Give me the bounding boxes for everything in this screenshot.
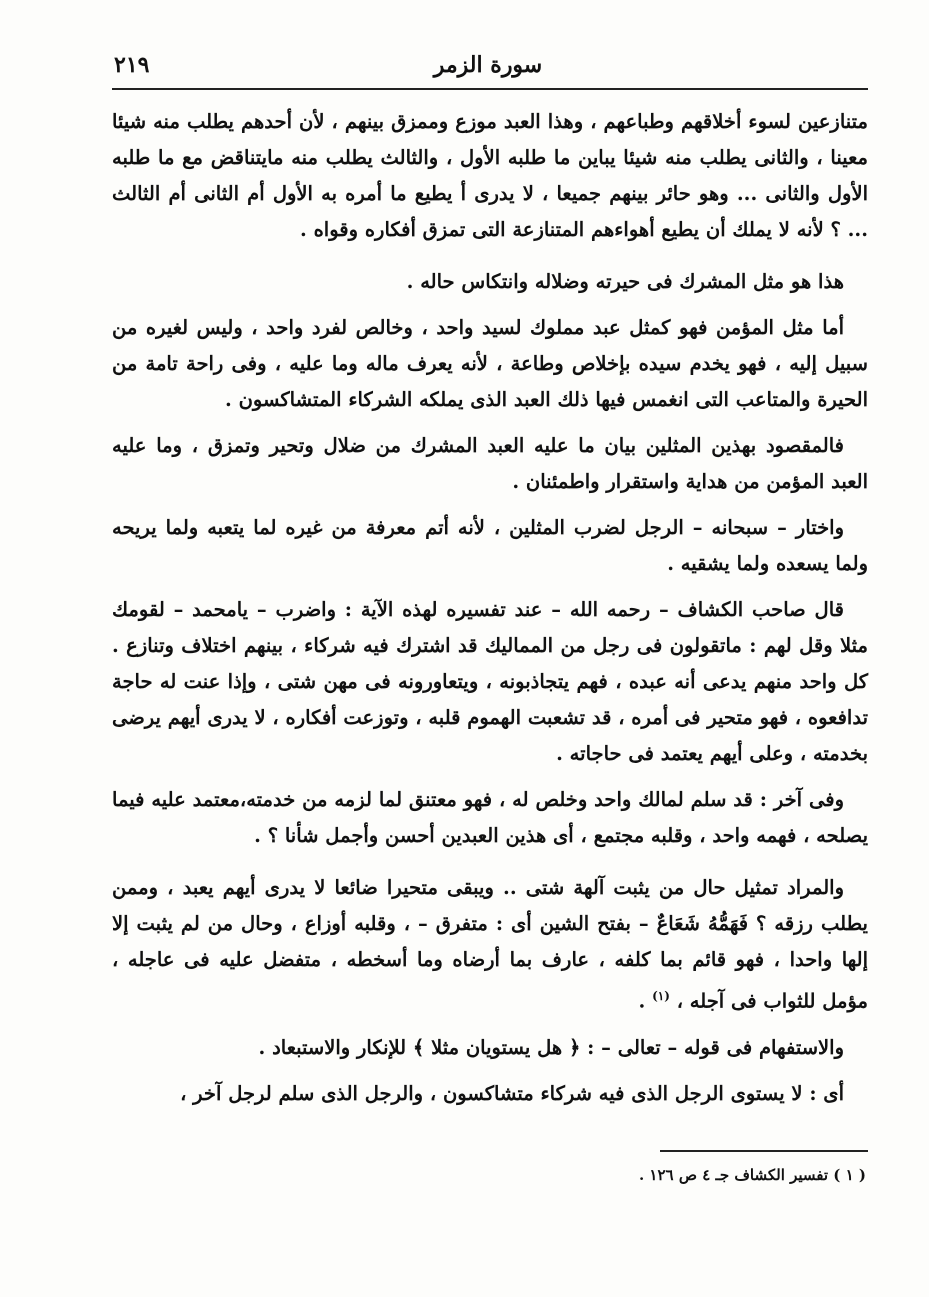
surah-title: سورة الزمر [433, 52, 543, 78]
paragraph-5: واختار – سبحانه – الرجل لضرب المثلين ، لأنه أتم معرفة من غيره لما يتعبه ولما يريحه ولما يسعده ولما يشقيه . [112, 516, 868, 575]
footnote-divider [660, 1150, 868, 1152]
paragraph-10: أى : لا يستوى الرجل الذى فيه شركاء متشاكسون ، والرجل الذى سلم لرجل آخر ، [180, 1081, 844, 1105]
footnote: ( ١ ) تفسير الكشاف جـ ٤ ص ١٢٦ . [638, 1166, 866, 1184]
paragraph-7: وفى آخر : قد سلم لمالك واحد وخلص له ، فهو معتنق لما لزمه من خدمته،معتمد عليه فيما يصلحه ، فهمه واحد ، وقلبه مجتمع ، أى هذين العبدين أحسن وأجمل شأنا ؟ . [112, 788, 868, 847]
paragraph-3: أما مثل المؤمن فهو كمثل عبد مملوك لسيد واحد ، وخالص لفرد واحد ، وليس لغيره من سبيل إليه ، فهو يخدم سيده بإخلاص وطاعة ، لأنه يعرف ماله وما عليه ، وفى راحة تامة من الحيرة والمتاعب التى انغمس فيها ذلك العبد الذى يملكه الشركاء المتشاكسون . [112, 316, 868, 411]
paragraph-8: والمراد تمثيل حال من يثبت آلهة شتى .. ويبقى متحيرا ضائعا لا يدرى أيهم يعبد ، وممن يطلب رزقه ؟ فَهَمُّهُ شَعَاعٌ – بفتح الشين أى : متفرق – ، وقلبه أوزاع ، وحال من لم يثبت إلا إلها واحدا ، فهو قائم بما كلفه ، عارف بما أرضاه وما أسخطه ، متفضل عليه فى عاجله ، مؤمل للثواب فى آجله ، $^{(١)}$ . [112, 876, 868, 1013]
header-divider [112, 88, 868, 90]
footnote-reference: (١) [652, 989, 670, 1003]
paragraph-2: هذا هو مثل المشرك فى حيرته وضلاله وانتكاس حاله . [406, 270, 844, 293]
paragraph-1: متنازعين لسوء أخلاقهم وطباعهم ، وهذا العبد موزع وممزق بينهم ، لأن أحدهم يطلب منه شيئا معينا ، والثانى يطلب منه شيئا يباين ما طلبه الأول ، والثالث يطلب منه مايتناقض مع ما طلبه الأول والثانى ... وهو حائر بينهم جميعا ، لا يدرى أ يطيع ما أمره به الأول أم الثانى أم الثالث ... ؟ لأنه لا يملك أن يطيع أهواءهم المتنازعة التى تمزق أفكاره وقواه . [112, 110, 868, 241]
paragraph-6: قال صاحب الكشاف – رحمه الله – عند تفسيره لهذه الآية : واضرب – يامحمد – لقومك مثلا وقل لهم : ماتقولون فى رجل من المماليك قد اشترك فيه شركاء ، بينهم اختلاف وتنازع . كل واحد منهم يدعى أنه عبده ، فهم يتجاذبونه ، ويتعاورونه فى مهن شتى ، وإذا عنت له حاجة تدافعوه ، فهو متحير فى أمره ، قد تشعبت الهموم قلبه ، وتوزعت أفكاره ، لا يدرى أيهم يرضى بخدمته ، وعلى أيهم يعتمد فى حاجاته . [111, 598, 868, 765]
paragraph-9: والاستفهام فى قوله – تعالى – : ﴿ هل يستويان مثلا ﴾ للإنكار والاستبعاد . [258, 1035, 844, 1059]
body-text [112, 104, 868, 1122]
page-header [110, 52, 866, 86]
page-number: ٢١٩ [114, 52, 150, 78]
paragraph-8-text: والمراد تمثيل حال من يثبت آلهة شتى .. ويبقى متحيرا ضائعا لا يدرى أيهم يعبد ، وممن يطلب رزقه ؟ فَهَمُّهُ شَعَاعٌ – بفتح الشين أى : متفرق – ، وقلبه أوزاع ، وحال من لم يثبت إلا إلها واحدا ، فهو قائم بما كلفه ، عارف بما أرضاه وما أسخطه ، متفضل عليه فى عاجله ، مؤمل للثواب فى آجله ، [112, 876, 868, 1013]
paragraph-4: فالمقصود بهذين المثلين بيان ما عليه العبد المشرك من ضلال وتحير وتمزق ، وما عليه العبد المؤمن من هداية واستقرار واطمئنان . [112, 434, 868, 493]
